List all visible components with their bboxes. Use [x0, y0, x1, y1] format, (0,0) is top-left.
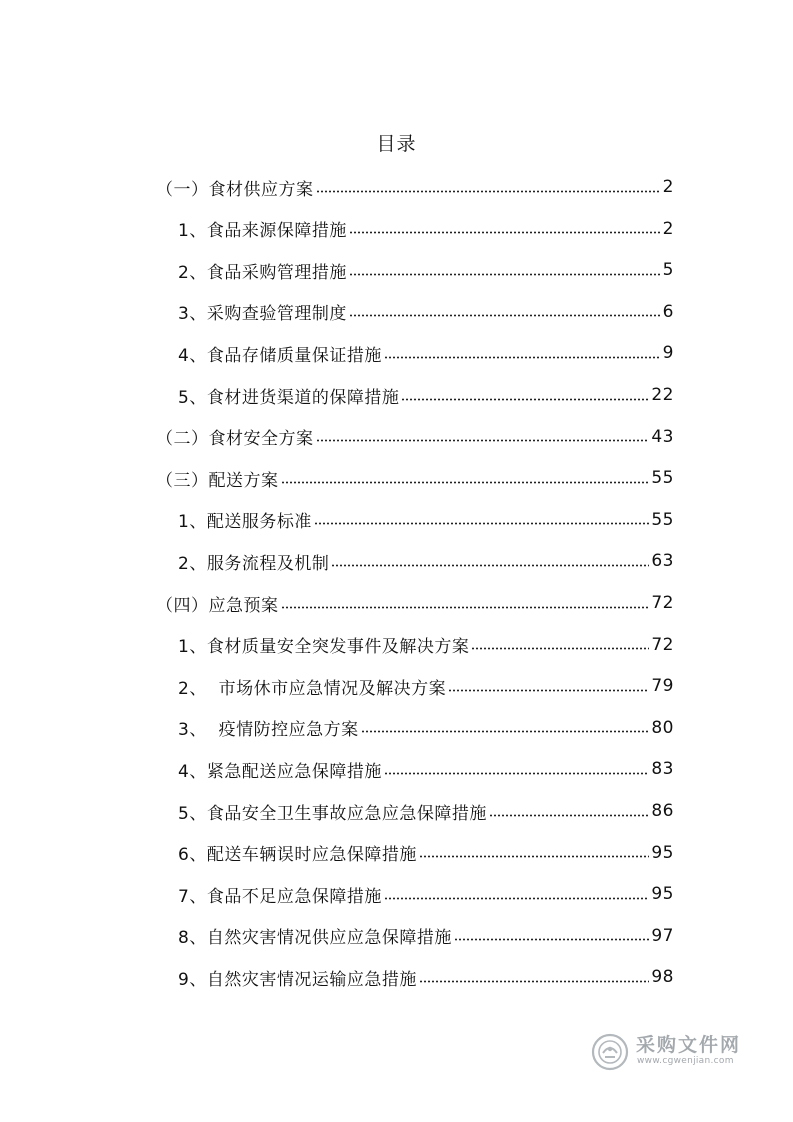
dot-leader	[419, 855, 650, 858]
toc-entry-page: 6	[662, 301, 674, 322]
dot-leader	[384, 897, 650, 900]
toc-entry-page: 80	[651, 717, 674, 738]
toc-entry-page: 79	[651, 676, 674, 697]
toc-entry-label: 2、食品采购管理措施	[178, 262, 347, 283]
toc-entry-label: 2、服务流程及机制	[178, 553, 330, 574]
toc-entry[interactable]	[178, 499, 674, 541]
toc-entry[interactable]	[178, 915, 674, 957]
toc-entry-label: （三）配送方案	[156, 470, 279, 491]
toc-entry-page: 98	[651, 967, 674, 988]
toc-entry-page: 95	[651, 884, 674, 905]
dot-leader	[316, 439, 650, 442]
dot-leader	[489, 814, 650, 817]
watermark-name: 采购文件网	[636, 1034, 742, 1056]
toc-entry-page: 72	[651, 593, 674, 613]
toc-entry-page: 43	[651, 426, 674, 447]
toc-entry[interactable]	[178, 249, 674, 291]
toc-entry-label: 8、自然灾害情况供应应急保障措施	[178, 928, 452, 949]
toc-entry-page: 9	[662, 343, 674, 364]
toc-entry-label: 5、食材进货渠道的保障措施	[178, 387, 400, 408]
toc-entry[interactable]	[178, 291, 674, 333]
toc-entry-label: 6、配送车辆误时应急保障措施	[178, 845, 417, 866]
toc-entry[interactable]	[178, 208, 674, 250]
toc-entry[interactable]	[156, 416, 674, 458]
toc-entry-page: 83	[651, 759, 674, 780]
toc-entry-page: 97	[651, 925, 674, 946]
watermark	[590, 1028, 760, 1074]
toc-entry-label: （四）应急预案	[156, 595, 279, 616]
dot-leader	[454, 938, 650, 941]
toc-entry-label: 5、食品安全卫生事故应急应急保障措施	[178, 803, 487, 824]
toc-entry[interactable]	[178, 624, 674, 666]
watermark-logo-icon	[590, 1032, 630, 1072]
dot-leader	[281, 606, 650, 609]
toc-entry[interactable]	[178, 832, 674, 874]
dot-leader	[349, 314, 661, 317]
dot-leader	[314, 522, 650, 525]
toc-entry-label: 1、食品来源保障措施	[178, 221, 347, 242]
toc-entry[interactable]	[156, 582, 674, 624]
toc-entry-label: 4、紧急配送应急保障措施	[178, 761, 382, 782]
toc-entry[interactable]	[178, 665, 674, 707]
toc-entry-page: 55	[651, 468, 674, 489]
toc-entry-page: 2	[662, 177, 674, 197]
toc-entry-label: 4、食品存储质量保证措施	[178, 345, 382, 366]
toc-entry-page: 72	[651, 634, 674, 655]
dot-leader	[349, 231, 661, 234]
dot-leader	[471, 647, 649, 650]
toc-entry[interactable]	[156, 166, 674, 208]
toc-entry-page: 55	[651, 509, 674, 530]
dot-leader	[401, 398, 649, 401]
toc-entry-label: 2、 市场休市应急情况及解决方案	[178, 678, 447, 699]
toc-entry[interactable]	[178, 332, 674, 374]
toc-entry-page: 86	[651, 801, 674, 821]
toc-entry[interactable]	[178, 540, 674, 582]
dot-leader	[316, 190, 661, 193]
toc-entry-page: 5	[662, 260, 674, 281]
toc-entry[interactable]	[178, 956, 674, 998]
page-title: 目录	[376, 133, 417, 155]
toc-entry[interactable]	[178, 873, 674, 915]
toc-entry[interactable]	[156, 457, 674, 499]
toc-entry-page: 22	[651, 385, 674, 405]
dot-leader	[384, 772, 650, 775]
dot-leader	[331, 564, 649, 567]
toc-entry-label: （一）食材供应方案	[156, 179, 314, 200]
dot-leader	[384, 356, 661, 359]
dot-leader	[361, 730, 650, 733]
toc-entry-label: 3、 疫情防控应急方案	[178, 720, 359, 741]
dot-leader	[281, 481, 650, 484]
toc-entry-label: 7、食品不足应急保障措施	[178, 886, 382, 907]
toc-entry-label: 3、采购查验管理制度	[178, 304, 347, 325]
toc-entry-page: 2	[662, 218, 674, 239]
toc-entry[interactable]	[178, 374, 674, 416]
toc-entry-label: （二）食材安全方案	[156, 429, 314, 450]
toc-entry-page: 95	[651, 842, 674, 863]
dot-leader	[448, 689, 649, 692]
dot-leader	[349, 273, 661, 276]
toc-entry-label: 1、食材质量安全突发事件及解决方案	[178, 637, 470, 658]
toc-entry-page: 63	[651, 551, 674, 572]
toc-entry[interactable]	[178, 790, 674, 832]
toc-entry-label: 9、自然灾害情况运输应急措施	[178, 969, 417, 990]
toc-entry-label: 1、配送服务标准	[178, 512, 312, 533]
dot-leader	[419, 980, 650, 983]
toc-entry[interactable]	[178, 748, 674, 790]
toc-entry[interactable]	[178, 707, 674, 749]
watermark-url: www.cgwenjian.com	[637, 1056, 734, 1066]
